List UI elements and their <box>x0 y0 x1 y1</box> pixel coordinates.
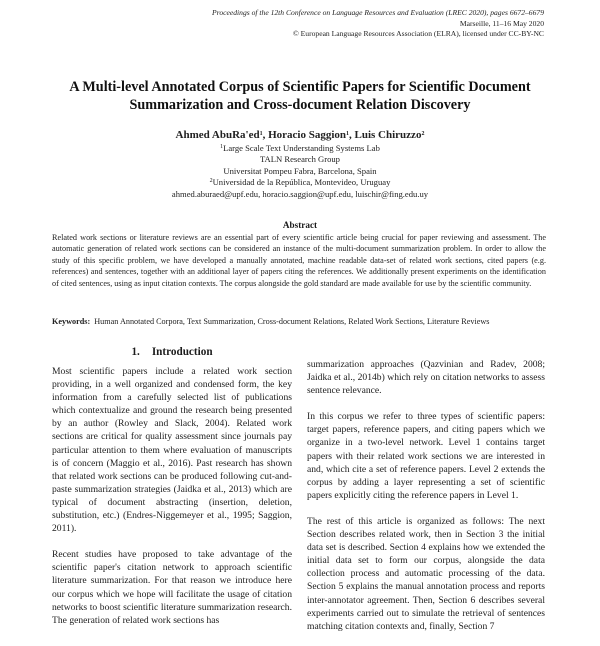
affiliation-mark: 1 <box>259 131 263 137</box>
left-column <box>52 345 292 640</box>
keywords-label: Keywords: <box>52 317 91 326</box>
author-block <box>100 128 500 200</box>
affiliation-text: TALN Research Group <box>260 154 340 165</box>
body-paragraph: Most scientific papers include a related work section providing, in a well organized and condensed form, the key information from a carefully selected list of publications which contextualize and ground the research being presented by an author (Rowley and Slack, 2004). Related work sections are critical for quality assessment since journals pay particular attention to them where evaluation of manuscripts is of concern (Maggio et al., 2016). Past research has shown that related work sections can be produced following cut-and-paste summarization strategies (Jaidka et al., 2013) which are typical of document abstracting (insertion, deletion, substitution, etc.) (Endres-Niggemeyer et al., 1995; Saggion, 2011). <box>52 366 292 535</box>
affiliation-line <box>100 154 500 165</box>
title-line-1: A Multi-level Annotated Corpus of Scientific Papers for Scientific Document <box>69 79 531 95</box>
affiliation-mark: 2 <box>421 131 425 137</box>
paper-title <box>40 78 560 114</box>
author-emails: ahmed.aburaed@upf.edu, horacio.saggion@upf.edu, luischir@fing.edu.uy <box>171 188 429 199</box>
proceedings-citation: Proceedings of the 12th Conference on Language Resources and Evaluation (LREC 2020), pages 6672–6679 <box>212 8 544 17</box>
affiliation-line <box>100 143 500 154</box>
affiliation-mark: 1 <box>220 144 224 150</box>
abstract-text: Related work sections or literature reviews are an essential part of every scientific article being crucial for paper reviewing and assessment. The automatic generation of related work sections can be considered an instance of the multi-document summarization problem. In order to allow the study of this specific problem, we have developed a manually annotated, machine readable data-set of related work sections, cited papers (e.g. references) and sentences, together with an additional layer of papers citing the references. We additionally present experiments on the identification of cited sentences, using as input citation contexts. The corpus alongside the gold standard are made available for use by the scientific community. <box>52 233 546 288</box>
author-name: Ahmed AbuRa'ed <box>175 129 260 141</box>
affiliation-text: Universitat Pompeu Fabra, Barcelona, Spain <box>223 165 377 176</box>
keywords-text: Human Annotated Corpora, Text Summarization, Cross-document Relations, Related Work Sections, Literature Reviews <box>94 317 490 326</box>
body-paragraph: In this corpus we refer to three types of scientific papers: target papers, reference papers, and citing papers which we organize in a two-level network. Level 1 contains target papers with their related work sections we are interested in and, which cite a set of reference papers. Level 2 extends the corpus by adding a layer representing a set of scientific papers explicitly citing the reference papers in Level 1. <box>307 411 545 501</box>
section-title: Introduction <box>151 346 213 358</box>
author-names: Ahmed $AbuRa'ed^1$, Horacio Saggion$^1$, Luis Chiruzzo$^2$ <box>175 129 425 141</box>
affiliation-line <box>100 177 500 188</box>
abstract-heading: Abstract <box>282 220 318 230</box>
right-column <box>307 358 545 646</box>
affiliation-mark: 2 <box>209 178 213 185</box>
license-notice: © European Language Resources Association (ELRA), licensed under CC-BY-NC <box>292 29 544 39</box>
body-paragraph: Recent studies have proposed to take advantage of the scientific paper's citation network to approach scientific literature summarization. For that reason we introduce here our corpus which we hope will facilitate the usage of citation networks to boost scientific literature summarization research. The generation of related work sections has <box>52 549 292 626</box>
conference-location-date: Marseille, 11–16 May 2020 <box>459 18 544 28</box>
affiliation-text: Universidad de la República, Montevideo, Uruguay <box>212 177 391 188</box>
author-name: Luis Chiruzzo <box>354 129 422 141</box>
proceedings-header <box>212 8 544 40</box>
affiliation-line <box>100 166 500 177</box>
section-number: 1. <box>131 346 140 358</box>
affiliation-mark: 1 <box>346 131 350 137</box>
body-paragraph: The rest of this article is organized as follows: The next Section describes related work, then in Section 3 the initial data set is described. Section 4 explains how we extended the initial data set to form our corpus, alongside the data collection process and automatic processing of the data. Section 5 explains the manual annotation process and reports inter-annotator agreement. Then, Section 6 describes several experiments carried out to simulate the retrieval of sentences matching citation contexts and, finally, Section 7 <box>307 515 545 632</box>
title-line-2: Summarization and Cross-document Relation Discovery <box>129 97 471 113</box>
body-paragraph: summarization approaches (Qazvinian and Radev, 2008; Jaidka et al., 2014b) which rely on citation networks to assess sentence relevance. <box>307 359 545 397</box>
affiliation-text: Large Scale Text Understanding Systems Lab <box>223 143 380 153</box>
keywords <box>52 316 546 327</box>
author-name: Horacio Saggion <box>268 129 347 141</box>
section-heading-introduction <box>52 345 292 359</box>
